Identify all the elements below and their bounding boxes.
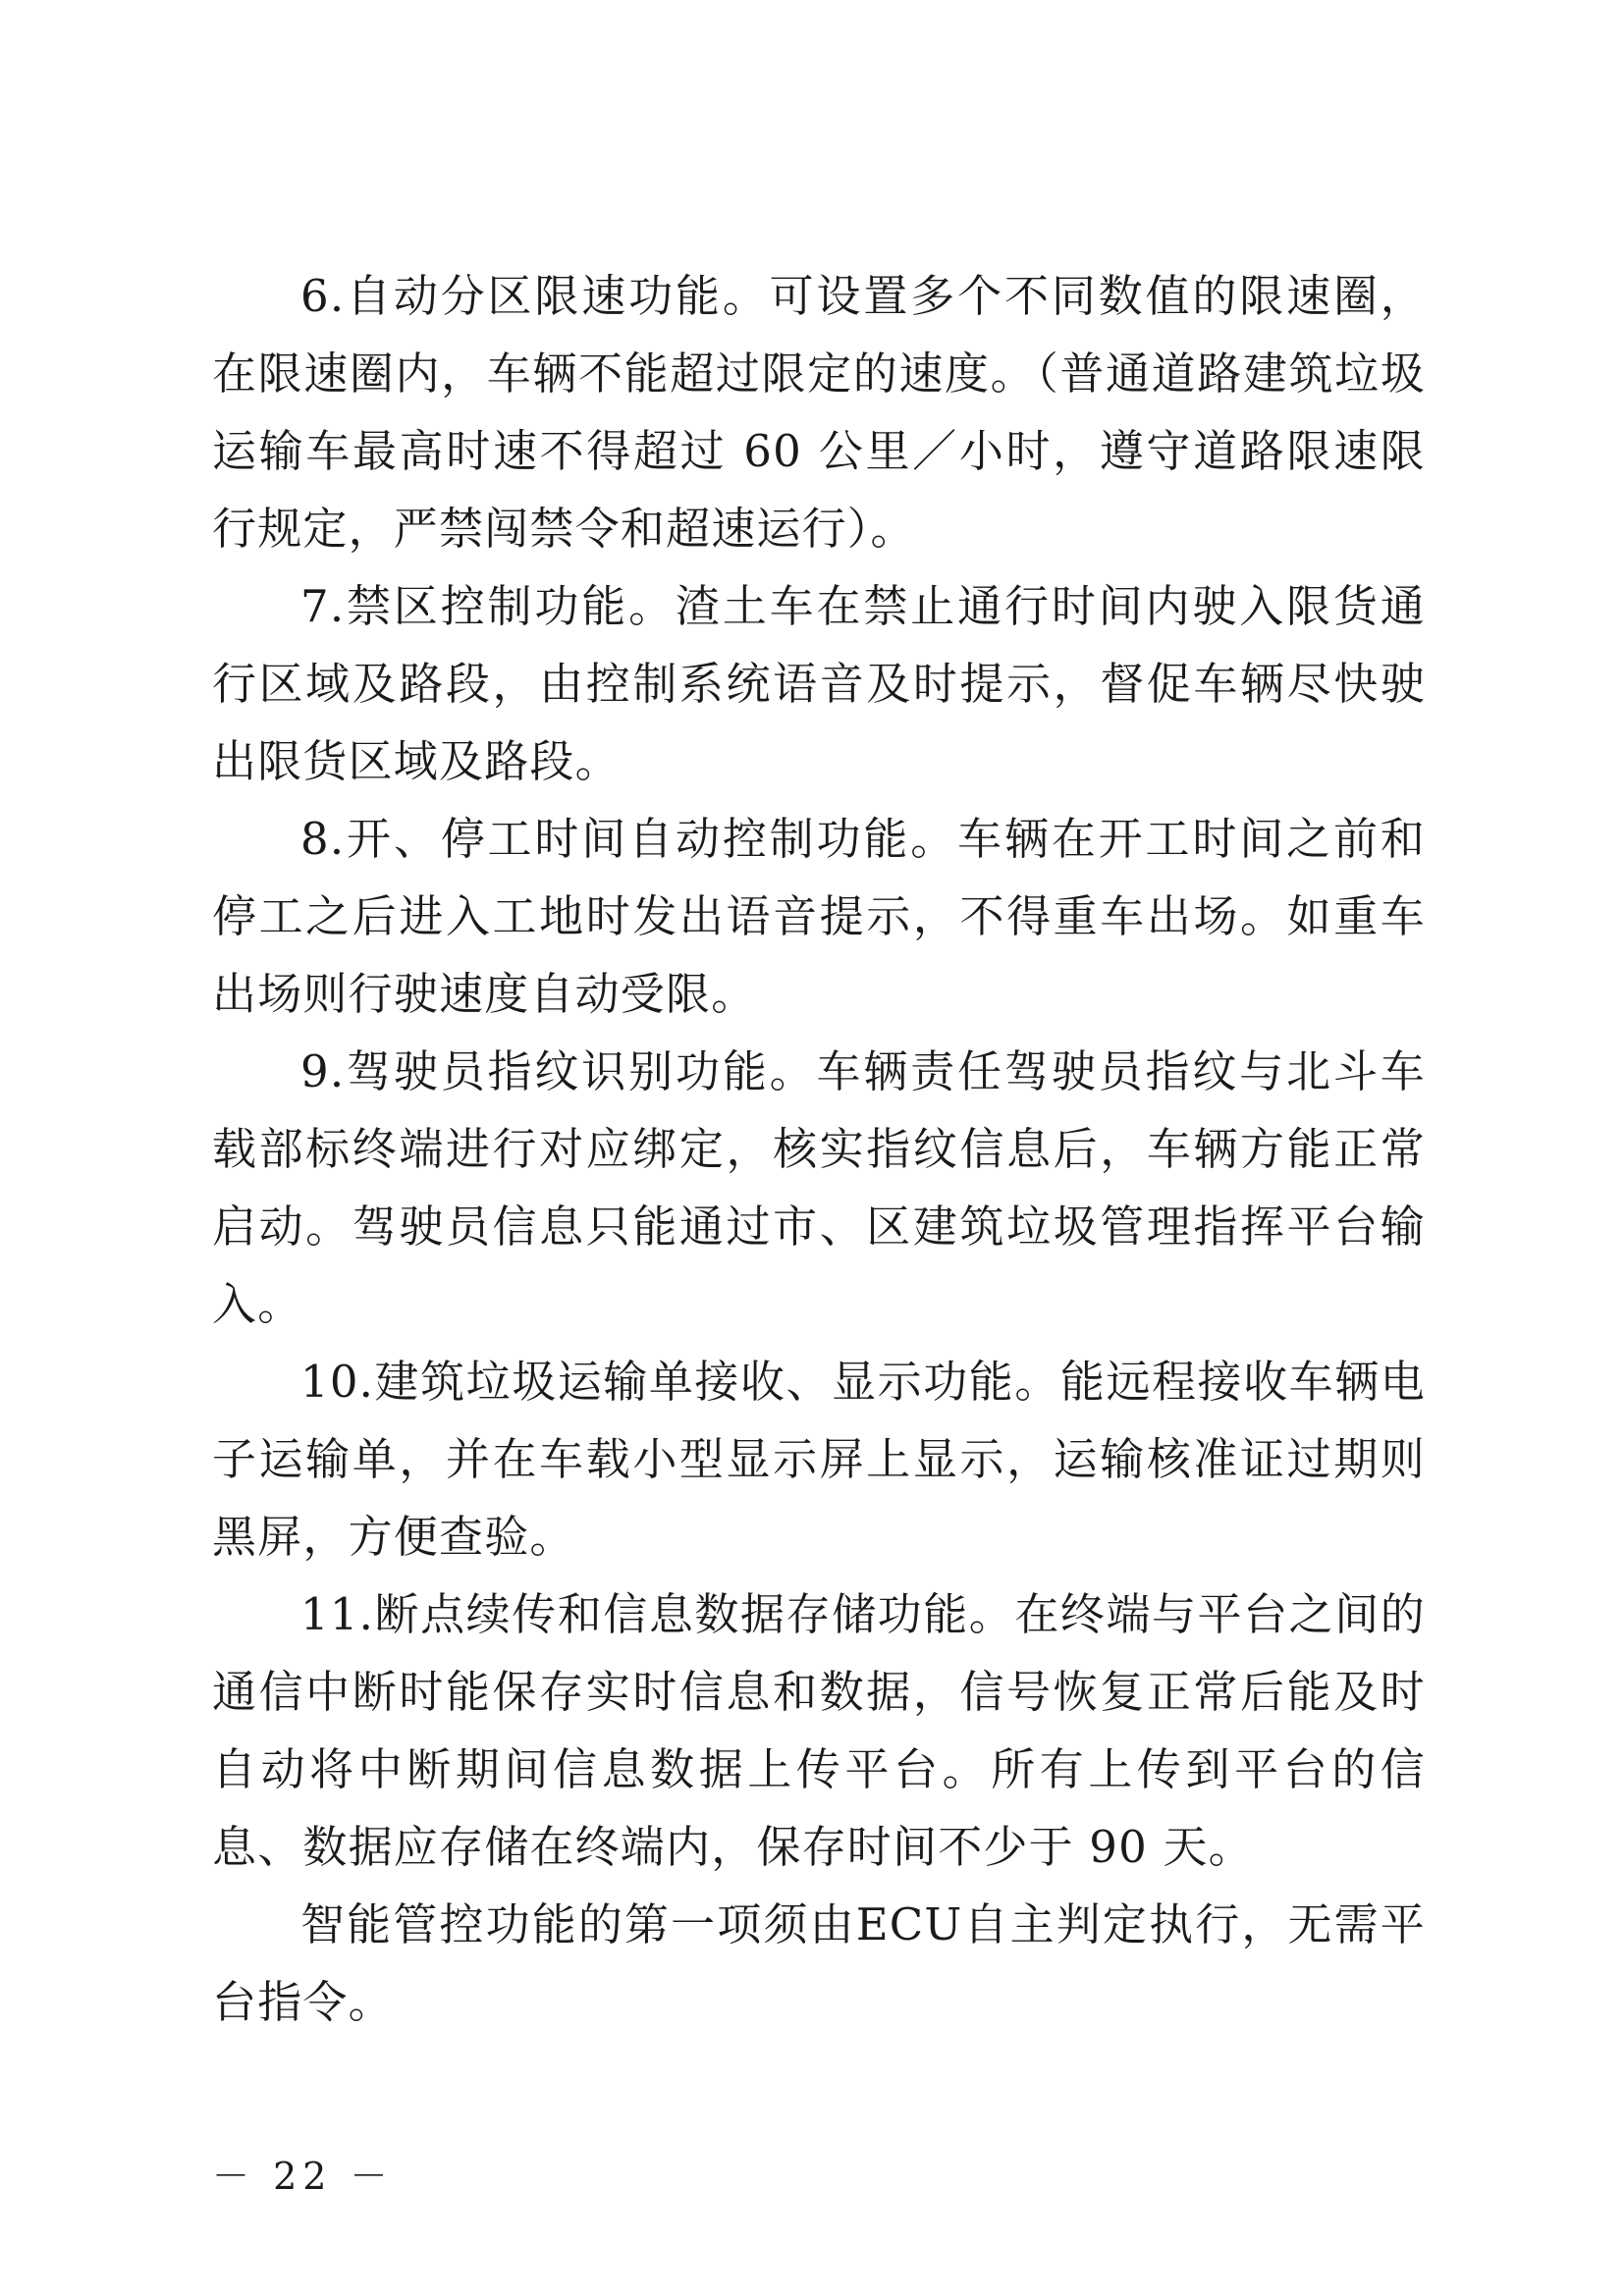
page-number: － 22 － xyxy=(212,2155,394,2198)
paragraph-restricted-area-control: 7.禁区控制功能。渣土车在禁止通行时间内驶入限货通行区域及路段，由控制系统语音及时提示，督促车辆尽快驶出限货区域及路段。 xyxy=(212,580,1426,787)
document-body xyxy=(212,257,1426,2041)
paragraph-transport-order-display: 10.建筑垃圾运输单接收、显示功能。能远程接收车辆电子运输单，并在车载小型显示屏上显示，运输核准证过期则黑屏，方便查验。 xyxy=(212,1356,1426,1563)
paragraph-speed-limit-zones: 6.自动分区限速功能。可设置多个不同数值的限速圈，在限速圈内，车辆不能超过限定的速度。（普通道路建筑垃圾运输车最高时速不得超过 60 公里／小时，遵守道路限速限行规定，严禁闯禁令和超速运行）。 xyxy=(212,270,1426,555)
paragraph-data-storage: 11.断点续传和信息数据存储功能。在终端与平台之间的通信中断时能保存实时信息和数据，信号恢复正常后能及时自动将中断期间信息数据上传平台。所有上传到平台的信息、数据应存储在终端内，保存时间不少于 90 天。 xyxy=(212,1588,1426,1873)
paragraph-fingerprint-recognition: 9.驾驶员指纹识别功能。车辆责任驾驶员指纹与北斗车载部标终端进行对应绑定，核实指纹信息后，车辆方能正常启动。驾驶员信息只能通过市、区建筑垃圾管理指挥平台输入。 xyxy=(212,1045,1426,1330)
paragraph-ecu-note: 智能管控功能的第一项须由ECU自主判定执行，无需平台指令。 xyxy=(212,1898,1426,2028)
paragraph-work-time-control: 8.开、停工时间自动控制功能。车辆在开工时间之前和停工之后进入工地时发出语音提示，不得重车出场。如重车出场则行驶速度自动受限。 xyxy=(212,813,1426,1020)
